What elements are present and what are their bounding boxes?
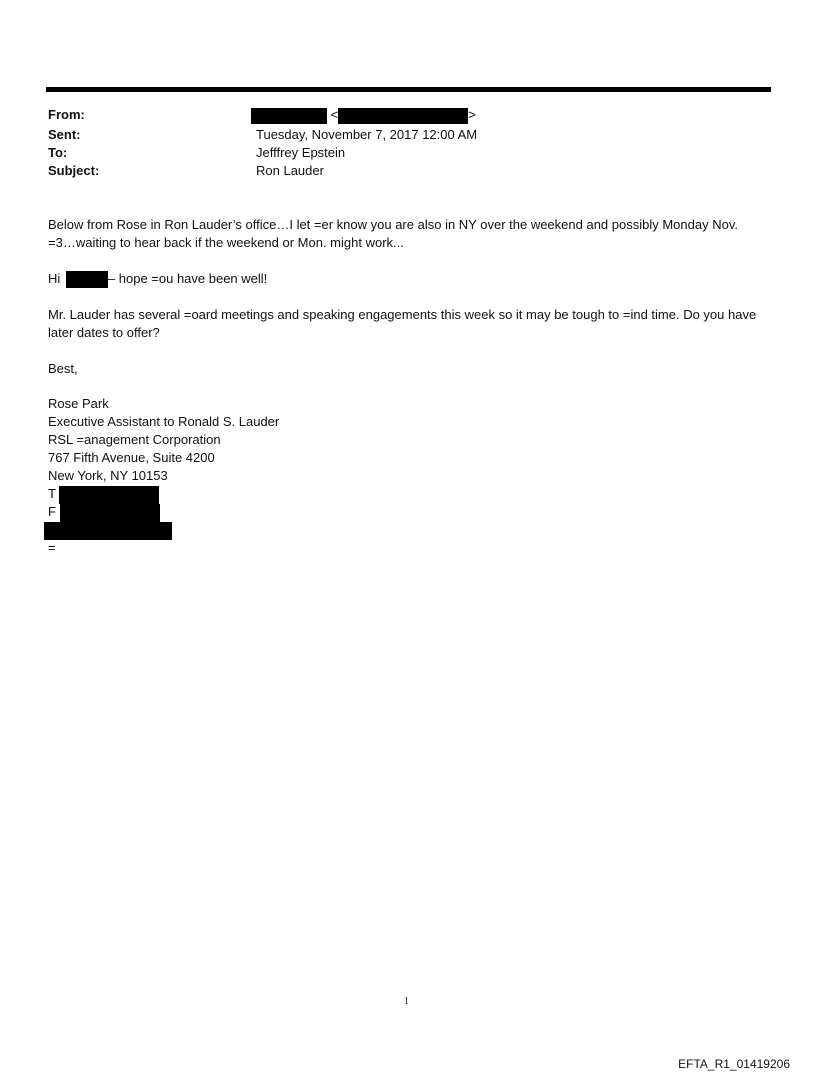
signature-fax-row [48, 503, 279, 521]
body-paragraph-2-wrap [48, 306, 768, 342]
redacted-phone [59, 486, 159, 504]
body-paragraph-2: Mr. Lauder has several =oard meetings and speaking engagements this week so it may be tough to =ind time. Do you have later dates to offer? [48, 307, 757, 340]
from-label: From: [48, 107, 85, 122]
header-rule [46, 87, 771, 92]
from-open-bracket: < [330, 107, 339, 122]
closing-line [48, 360, 768, 378]
signature-email-row [48, 521, 279, 539]
redacted-email [44, 522, 172, 540]
signature-name: Rose Park [48, 396, 109, 411]
page-number: 1 [404, 996, 409, 1007]
greeting-line [48, 270, 768, 288]
signature-block [48, 395, 279, 557]
phone-label: T [48, 486, 56, 501]
document-id: EFTA_R1_01419206 [678, 1057, 790, 1071]
redacted-sender-email [338, 108, 468, 124]
email-body [48, 216, 768, 252]
redacted-recipient-name [66, 271, 108, 288]
greeting-hi: Hi [48, 271, 61, 286]
from-value [251, 106, 476, 124]
signature-phone-row [48, 485, 279, 503]
signature-company: RSL =anagement Corporation [48, 432, 221, 447]
signature-address-1: 767 Fifth Avenue, Suite 4200 [48, 450, 215, 465]
redacted-fax [60, 504, 160, 522]
sent-value: Tuesday, November 7, 2017 12:00 AM [256, 127, 478, 142]
sent-label: Sent: [48, 127, 81, 142]
closing: Best, [48, 361, 78, 376]
signature-title: Executive Assistant to Ronald S. Lauder [48, 414, 280, 429]
subject-label: Subject: [48, 163, 100, 178]
redacted-sender-name [251, 108, 327, 124]
greeting-rest: – hope =ou have been well! [107, 271, 268, 286]
signature-trailer: = [48, 540, 56, 555]
subject-value: Ron Lauder [256, 163, 324, 178]
from-close-bracket: > [468, 107, 476, 122]
body-paragraph-1: Below from Rose in Ron Lauder’s office…I let =er know you are also in NY over the weekend and possibly Monday Nov. =3…waiting to hear back if the weekend or Mon. might work... [48, 217, 738, 250]
fax-label: F [48, 504, 56, 519]
signature-address-2: New York, NY 10153 [48, 468, 168, 483]
to-label: To: [48, 145, 68, 160]
to-value: Jefffrey Epstein [256, 145, 346, 160]
